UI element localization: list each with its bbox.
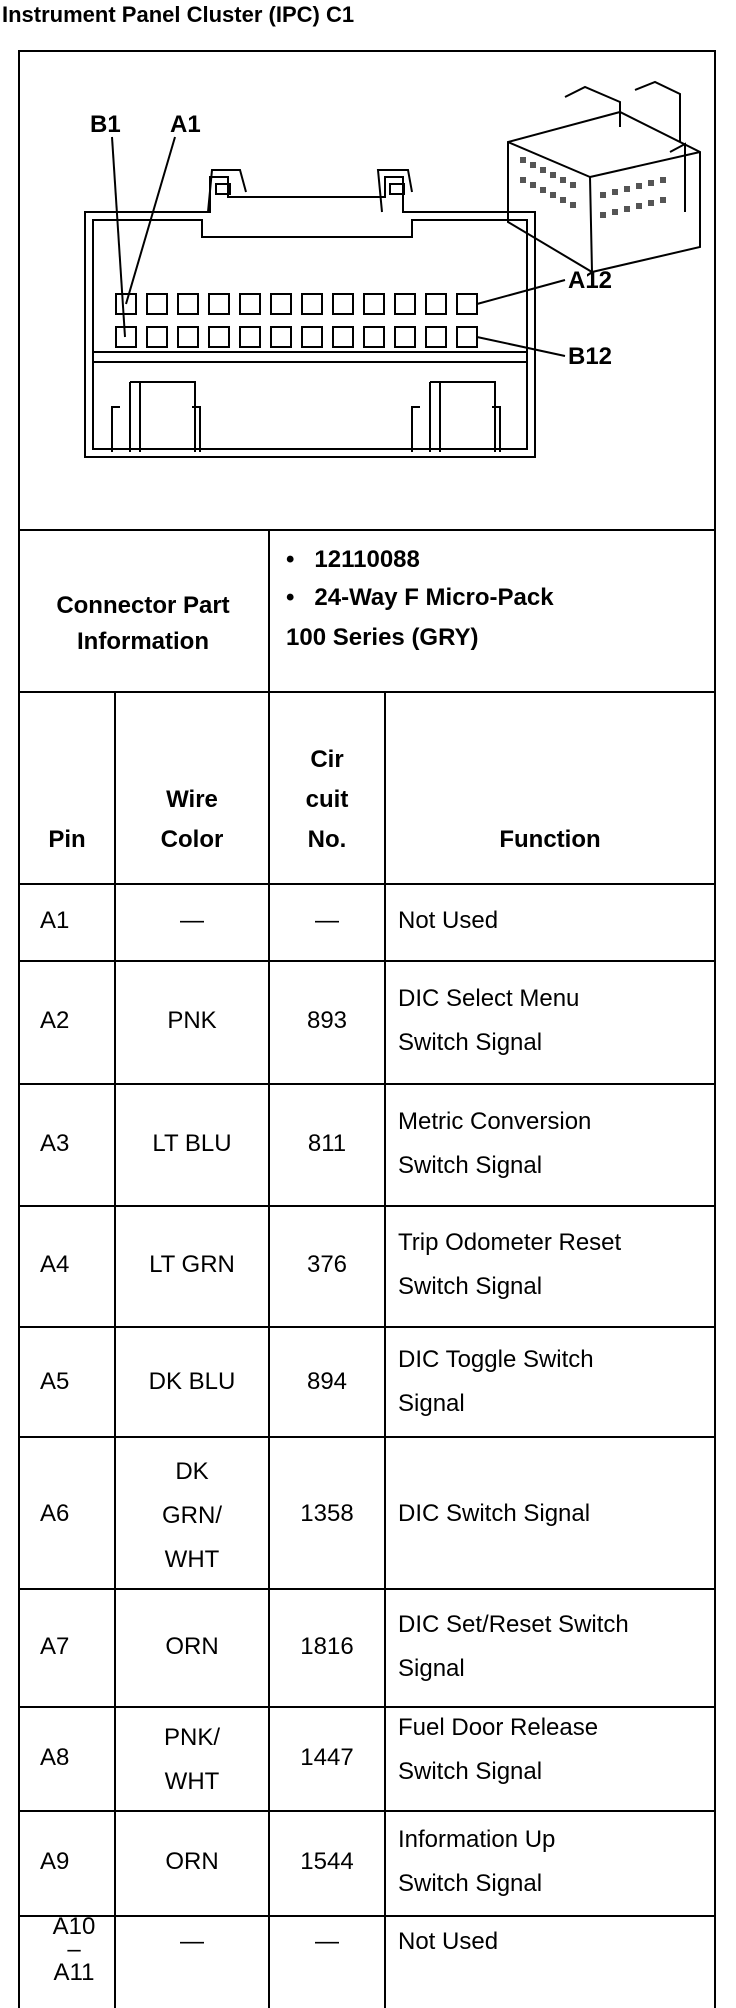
part-info-label — [20, 588, 266, 660]
circuit-cell: 376 — [306, 1251, 348, 1278]
divider-part-bottom — [18, 691, 716, 693]
label-a1: A1 — [170, 111, 201, 138]
function-cell — [398, 1100, 698, 1188]
wire-color-line: WHT — [164, 1768, 220, 1795]
header-function: Function — [499, 826, 601, 853]
pin-cell: A1 — [40, 907, 70, 934]
part-info-label-line2: Information — [77, 628, 209, 655]
function-line: DIC Set/Reset Switch — [398, 1611, 629, 1638]
header-circuit-line1: Cir — [310, 746, 344, 773]
circuit-cell: 1544 — [300, 1848, 354, 1875]
wire-color-cell: PNK — [167, 1007, 217, 1034]
wire-color-line: PNK/ — [163, 1724, 220, 1751]
row-line — [18, 1436, 716, 1438]
pin-cell: A4 — [40, 1251, 70, 1278]
pin-cell: A3 — [40, 1130, 70, 1157]
function-line: Trip Odometer Reset — [398, 1229, 622, 1256]
wire-color-line: GRN/ — [162, 1502, 222, 1529]
circuit-cell: 893 — [306, 1007, 348, 1034]
function-line: DIC Select Menu — [398, 985, 580, 1012]
connector-3d-view — [508, 82, 700, 272]
row-line — [18, 1588, 716, 1590]
pin-cell: A8 — [40, 1744, 70, 1771]
divider-diagram — [18, 529, 716, 531]
document-title: Instrument Panel Cluster (IPC) C1 — [2, 2, 355, 27]
function-line: Switch Signal — [398, 1758, 543, 1785]
function-line: Signal — [398, 1390, 465, 1417]
function-cell — [398, 1492, 698, 1536]
divider-part-info — [268, 529, 270, 692]
wire-color-cell — [116, 1450, 268, 1582]
part-info-label-line1: Connector Part — [56, 592, 230, 619]
circuit-cell: — — [315, 907, 339, 934]
pin-cell — [20, 1912, 128, 1988]
header-circuit-line2: cuit — [305, 786, 349, 813]
row-line — [18, 1810, 716, 1812]
label-a12: A12 — [568, 267, 613, 294]
function-line: Metric Conversion — [398, 1108, 592, 1135]
connector-type-bullet: • 24-Way F Micro-Pack — [286, 584, 554, 611]
function-cell — [398, 1818, 698, 1906]
function-line: Switch Signal — [398, 1273, 543, 1300]
function-line: Information Up — [398, 1826, 556, 1853]
function-line: Not Used — [398, 1928, 499, 1955]
circuit-cell: 1447 — [300, 1744, 354, 1771]
frame-right — [714, 50, 716, 2008]
part-number-bullet: • 12110088 — [286, 546, 420, 573]
wire-color-line: DK — [175, 1458, 209, 1485]
pin-cell: A9 — [40, 1848, 70, 1875]
row-line — [18, 960, 716, 962]
pin-cell: A6 — [40, 1500, 70, 1527]
pin-cell: A5 — [40, 1368, 70, 1395]
circuit-cell: 1816 — [300, 1633, 354, 1660]
wire-color-line: WHT — [164, 1546, 220, 1573]
function-line: Signal — [398, 1655, 465, 1682]
pin-line: A11 — [53, 1959, 95, 1986]
connector-type: 24-Way F Micro-Pack — [314, 584, 554, 611]
pin-cell: A7 — [40, 1633, 70, 1660]
wire-color-cell: ORN — [165, 1633, 219, 1660]
function-line: Switch Signal — [398, 1029, 543, 1056]
row-line — [18, 1326, 716, 1328]
pin-line: – — [67, 1936, 81, 1963]
circuit-cell: 811 — [307, 1130, 347, 1157]
wire-color-cell — [116, 1716, 268, 1804]
function-line: Fuel Door Release — [398, 1714, 599, 1741]
header-wire-line1: Wire — [166, 786, 218, 813]
function-cell — [398, 899, 698, 943]
label-b12: B12 — [568, 343, 613, 370]
pin-cavities — [116, 294, 477, 347]
header-circuit-line3: No. — [307, 826, 347, 853]
header-circuit-no — [270, 740, 384, 860]
function-cell — [398, 1338, 698, 1426]
wire-color-cell: LT GRN — [149, 1251, 235, 1278]
pin-cell: A2 — [40, 1007, 70, 1034]
row-line — [18, 1083, 716, 1085]
row-line — [18, 1205, 716, 1207]
connector-diagram — [20, 52, 712, 528]
circuit-cell: 1358 — [300, 1500, 354, 1527]
wire-color-cell: — — [180, 907, 204, 934]
wire-color-cell: LT BLU — [152, 1130, 232, 1157]
connector-series: 100 Series (GRY) — [286, 624, 479, 651]
part-number: 12110088 — [314, 546, 420, 573]
function-cell — [398, 1221, 698, 1309]
function-cell — [398, 977, 698, 1065]
function-cell — [398, 1920, 698, 1964]
header-wire-line2: Color — [160, 826, 224, 853]
function-line: DIC Toggle Switch — [398, 1346, 594, 1373]
header-wire-color — [116, 780, 268, 860]
function-line: Switch Signal — [398, 1870, 543, 1897]
header-pin: Pin — [48, 826, 86, 853]
pin-line: A10 — [52, 1913, 96, 1940]
function-cell — [398, 1603, 698, 1691]
function-line: DIC Switch Signal — [398, 1500, 591, 1527]
function-cell — [398, 1706, 698, 1794]
circuit-cell: 894 — [306, 1368, 348, 1395]
wire-color-cell: ORN — [165, 1848, 219, 1875]
header-bottom — [18, 883, 716, 885]
wire-color-cell: — — [180, 1928, 204, 1955]
function-line: Switch Signal — [398, 1152, 543, 1179]
circuit-cell: — — [315, 1928, 339, 1955]
label-b1: B1 — [90, 111, 121, 138]
function-line: Not Used — [398, 907, 499, 934]
wire-color-cell: DK BLU — [148, 1368, 236, 1395]
